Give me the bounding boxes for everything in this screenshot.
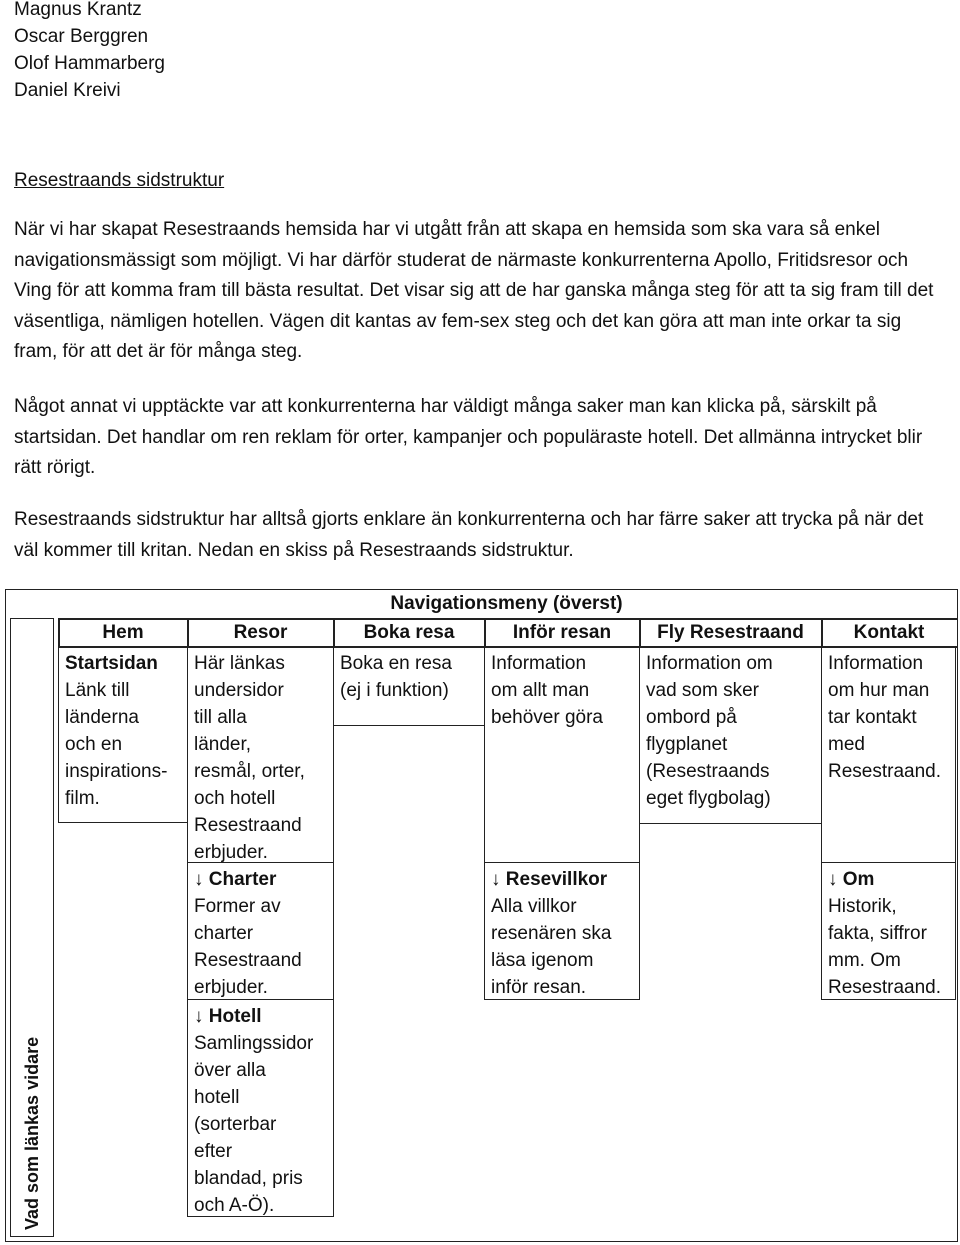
charter-text: Former av charter Resestraand erbjuder.: [194, 896, 302, 998]
column-header-fly-resestraand: Fly Resestraand: [657, 622, 804, 643]
nav-menu-title: Navigationsmeny (överst): [390, 593, 623, 614]
sitemap-diagram: [5, 589, 958, 1242]
column-header-resor: Resor: [233, 622, 288, 643]
side-label-box: [10, 618, 54, 1237]
column-header-boka-resa: Boka resa: [363, 622, 455, 643]
hem-box: [58, 646, 188, 823]
hotell-text: Samlingssidor över alla hotell (sorterbar efter blandad, pris och A-Ö).: [194, 1033, 314, 1216]
kontakt-text: Information om hur man tar kontakt med Resestraand.: [828, 653, 942, 782]
charter-box: [187, 862, 334, 1000]
resevillkor-text: Alla villkor resenären ska läsa igenom inför resan.: [491, 896, 612, 998]
resevillkor-box: [484, 862, 640, 1000]
fly-resestraand-box: [639, 646, 822, 824]
author-name: Oscar Berggren: [14, 26, 149, 47]
hotell-title: ↓ Hotell: [194, 1006, 262, 1027]
body-paragraph: När vi har skapat Resestraands hemsida har vi utgått från att skapa en hemsida som ska vara så enkel navigationsmässigt som möjligt. Vi har därför studerat de närmaste konkurrenterna Apollo, Fritidsresor och Ving för att komma fram till bästa resultat. Det visar sig att de har ganska många steg för att ta sig fram till det väsentliga, nämligen hotellen. Vägen dit kantas av fem-sex steg och det kan göra att man inte orkar ta sig fram, för att det är för många steg.: [14, 219, 934, 362]
fly-resestraand-text: Information om vad som sker ombord på flygplanet (Resestraands eget flygbolag): [646, 653, 773, 809]
author-name: Magnus Krantz: [14, 0, 142, 20]
kontakt-box: [821, 646, 956, 863]
column-header-hem: Hem: [102, 622, 144, 643]
infor-resan-text: Information om allt man behöver göra: [491, 653, 603, 728]
om-box: [821, 862, 956, 1000]
om-text: Historik, fakta, siffror mm. Om Resestraand.: [828, 896, 942, 998]
hem-title: Startsidan: [65, 653, 158, 674]
column-header-infor-resan: Inför resan: [512, 622, 612, 643]
charter-title: ↓ Charter: [194, 869, 277, 890]
authors-block: [14, 0, 165, 104]
resor-box: [187, 646, 334, 863]
resor-text: Här länkas undersidor till alla länder, resmål, orter, och hotell Resestraand erbjuder.: [194, 653, 305, 863]
boka-resa-box: [333, 646, 485, 726]
side-label: Vad som länkas vidare: [22, 1036, 42, 1230]
author-name: Daniel Kreivi: [14, 80, 121, 101]
boka-resa-text: Boka en resa (ej i funktion): [340, 653, 452, 701]
hotell-box: [187, 999, 334, 1217]
column-header-kontakt: Kontakt: [853, 622, 925, 643]
hem-text: Länk till länderna och en inspirations- film.: [65, 680, 168, 809]
infor-resan-box: [484, 646, 640, 863]
body-paragraph: Resestraands sidstruktur har alltså gjorts enklare än konkurrenterna och har färre saker att trycka på när det väl kommer till kritan. Nedan en skiss på Resestraands sidstruktur.: [14, 509, 924, 561]
om-title: ↓ Om: [828, 869, 875, 890]
section-heading: Resestraands sidstruktur: [14, 170, 225, 191]
author-name: Olof Hammarberg: [14, 53, 165, 74]
body-paragraph: Något annat vi upptäckte var att konkurrenterna har väldigt många saker man kan klicka på, särskilt på startsidan. Det handlar om ren reklam för orter, kampanjer och populäraste hotell. Det allmänna intrycket blir rätt rörigt.: [14, 396, 923, 478]
resevillkor-title: ↓ Resevillkor: [491, 869, 608, 890]
